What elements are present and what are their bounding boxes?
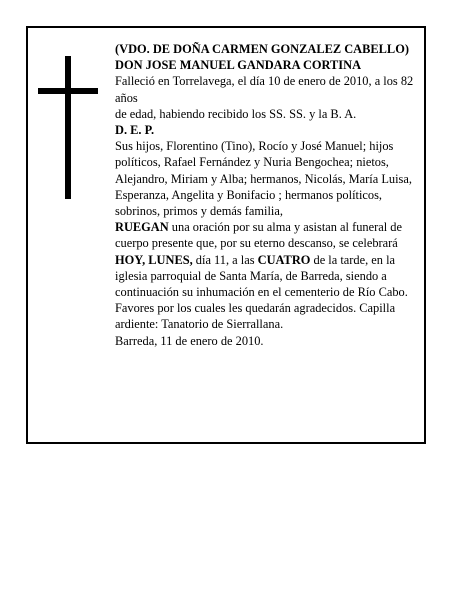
funeral-request-text-3: de la tarde, en la iglesia parroquial de Santa María, de Barreda, siendo a continuación su inhumación en el cementerio de Río Cabo. Favores por los cuales les quedarán agradecidos. Capilla ardiente: Tanatorio de Sierrallana. <box>115 252 408 332</box>
death-details: Falleció en Torrelavega, el día 10 de enero de 2010, a los 82 años <box>115 74 414 105</box>
closing-date: Barreda, 11 de enero de 2010. <box>115 333 264 348</box>
rip-line: D. E. P. <box>115 123 155 138</box>
cross-horizontal-bar <box>38 88 98 94</box>
cuatro-text: CUATRO <box>257 252 311 267</box>
death-details-continued: de edad, habiendo recibido los SS. SS. y la B. A. <box>115 106 357 121</box>
widow-header: (VDO. DE DOÑA CARMEN GONZALEZ CABELLO) <box>115 42 409 56</box>
funeral-request-text-2: día 11, a las <box>192 252 258 267</box>
deceased-name: DON JOSE MANUEL GANDARA CORTINA <box>115 58 362 73</box>
ruegan-word: RUEGAN <box>115 220 169 235</box>
cross-vertical-bar <box>65 56 71 199</box>
notice-text <box>115 41 421 349</box>
cross-icon <box>38 56 98 199</box>
hoy-lunes-text: HOY, LUNES, <box>115 252 193 267</box>
funeral-request-text-1: una oración por su alma y asistan al funeral de cuerpo presente que, por su eterno descanso, se celebrará <box>115 220 402 251</box>
funeral-request <box>115 219 421 332</box>
family-list: Sus hijos, Florentino (Tino), Rocío y José Manuel; hijos políticos, Rafael Fernández y Nuria Bengochea; nietos, Alejandro, Miriam y Alba; hermanos, Nicolás, María Luisa, Esperanza, Angelita y Bonifacio ; hermanos políticos, sobrinos, primos y demás familia, <box>115 139 412 219</box>
obituary-notice <box>26 26 426 444</box>
